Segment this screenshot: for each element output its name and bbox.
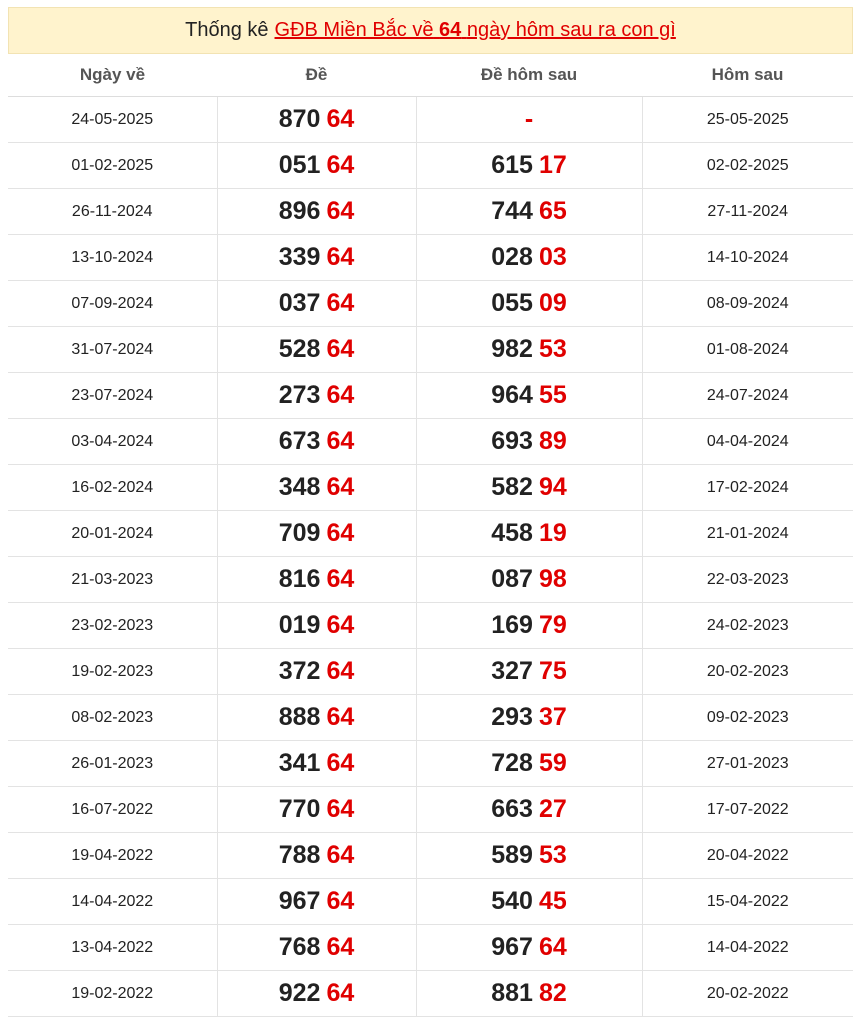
- de-cell: [217, 971, 416, 1017]
- next-de-prefix: 615: [491, 151, 533, 179]
- next-de-prefix: 055: [491, 289, 533, 317]
- next-de-prefix: 982: [491, 335, 533, 363]
- de-cell: [217, 879, 416, 925]
- de-prefix: 770: [278, 795, 321, 823]
- next-de-prefix: 293: [491, 703, 533, 731]
- de-tail: 64: [326, 289, 355, 317]
- next-de-tail: 79: [538, 611, 567, 639]
- header-de-hom-sau: Đề hôm sau: [416, 54, 642, 97]
- next-de-prefix: 728: [491, 749, 533, 777]
- date-cell: 03-04-2024: [8, 419, 217, 465]
- de-tail: 64: [326, 887, 355, 915]
- next-de-cell: [416, 465, 642, 511]
- next-date-cell: 25-05-2025: [642, 97, 853, 143]
- de-tail: 64: [326, 427, 355, 455]
- de-cell: [217, 741, 416, 787]
- next-de-prefix: 967: [491, 933, 533, 961]
- next-de-tail: 59: [538, 749, 567, 777]
- next-de-cell: [416, 925, 642, 971]
- next-de-prefix: 540: [491, 887, 533, 915]
- next-date-cell: 17-02-2024: [642, 465, 853, 511]
- de-cell: [217, 189, 416, 235]
- next-date-cell: 04-04-2024: [642, 419, 853, 465]
- de-tail: 64: [326, 335, 355, 363]
- date-cell: 21-03-2023: [8, 557, 217, 603]
- table-row: [8, 603, 853, 649]
- next-de-cell: [416, 511, 642, 557]
- de-prefix: 768: [278, 933, 321, 961]
- next-de-cell: [416, 143, 642, 189]
- table-row: [8, 695, 853, 741]
- next-de-cell: [416, 235, 642, 281]
- next-de-tail: 55: [538, 381, 567, 409]
- next-date-cell: 17-07-2022: [642, 787, 853, 833]
- next-de-prefix: 693: [491, 427, 533, 455]
- de-prefix: 341: [278, 749, 321, 777]
- date-cell: 24-05-2025: [8, 97, 217, 143]
- next-de-prefix: 028: [491, 243, 533, 271]
- next-date-cell: 27-11-2024: [642, 189, 853, 235]
- date-cell: 20-01-2024: [8, 511, 217, 557]
- next-de-prefix: 744: [491, 197, 533, 225]
- next-de-cell: [416, 327, 642, 373]
- de-tail: 64: [326, 151, 355, 179]
- next-date-cell: 15-04-2022: [642, 879, 853, 925]
- de-cell: [217, 695, 416, 741]
- table-row: [8, 925, 853, 971]
- next-de-prefix: 589: [491, 841, 533, 869]
- de-cell: [217, 557, 416, 603]
- next-de-cell: [416, 695, 642, 741]
- next-de-prefix: 327: [491, 657, 533, 685]
- de-prefix: 888: [278, 703, 321, 731]
- de-prefix: 037: [278, 289, 321, 317]
- next-de-tail: 03: [538, 243, 567, 271]
- next-de-tail: 09: [538, 289, 567, 317]
- next-de-prefix: 458: [491, 519, 533, 547]
- de-prefix: 339: [278, 243, 321, 271]
- de-prefix: 967: [278, 887, 321, 915]
- next-de-tail: 64: [538, 933, 567, 961]
- table-row: [8, 833, 853, 879]
- next-de-tail: 53: [538, 335, 567, 363]
- de-cell: [217, 143, 416, 189]
- table-row: [8, 373, 853, 419]
- date-cell: 14-04-2022: [8, 879, 217, 925]
- de-tail: 64: [326, 933, 355, 961]
- table-row: [8, 189, 853, 235]
- table-header-row: [8, 54, 853, 97]
- de-prefix: 348: [278, 473, 321, 501]
- de-cell: [217, 511, 416, 557]
- title-link-text-after: ngày hôm sau ra con gì: [466, 19, 676, 41]
- date-cell: 16-07-2022: [8, 787, 217, 833]
- date-cell: 13-10-2024: [8, 235, 217, 281]
- next-de-cell: [416, 373, 642, 419]
- de-cell: [217, 373, 416, 419]
- date-cell: 19-04-2022: [8, 833, 217, 879]
- next-de-cell: [416, 603, 642, 649]
- de-cell: [217, 327, 416, 373]
- next-de-cell: [416, 787, 642, 833]
- next-de-cell: [416, 419, 642, 465]
- de-prefix: 816: [278, 565, 321, 593]
- date-cell: 08-02-2023: [8, 695, 217, 741]
- de-prefix: 528: [278, 335, 321, 363]
- next-date-cell: 21-01-2024: [642, 511, 853, 557]
- table-row: [8, 557, 853, 603]
- de-cell: [217, 281, 416, 327]
- next-date-cell: 14-10-2024: [642, 235, 853, 281]
- de-prefix: 372: [278, 657, 321, 685]
- de-tail: 64: [326, 473, 355, 501]
- next-de-cell: [416, 833, 642, 879]
- de-prefix: 870: [278, 105, 321, 133]
- de-tail: 64: [326, 381, 355, 409]
- date-cell: 19-02-2023: [8, 649, 217, 695]
- table-row: [8, 511, 853, 557]
- next-de-tail: 94: [538, 473, 567, 501]
- de-cell: [217, 603, 416, 649]
- next-de-tail: 37: [538, 703, 567, 731]
- next-de-tail: 98: [538, 565, 567, 593]
- de-cell: [217, 649, 416, 695]
- table-row: [8, 235, 853, 281]
- next-de-tail: 75: [538, 657, 567, 685]
- next-de-prefix: 881: [491, 979, 533, 1007]
- de-tail: 64: [326, 657, 355, 685]
- next-de-prefix: 964: [491, 381, 533, 409]
- de-cell: [217, 465, 416, 511]
- next-date-cell: 20-02-2022: [642, 971, 853, 1017]
- table-row: [8, 649, 853, 695]
- de-tail: 64: [326, 243, 355, 271]
- next-date-cell: 09-02-2023: [642, 695, 853, 741]
- table-row: [8, 741, 853, 787]
- de-prefix: 273: [278, 381, 321, 409]
- next-date-cell: 01-08-2024: [642, 327, 853, 373]
- next-de-prefix: 663: [491, 795, 533, 823]
- title-link-number: 64: [439, 19, 462, 41]
- next-de-tail: 82: [538, 979, 567, 1007]
- title-link-text-before: GĐB Miền Bắc về: [274, 19, 434, 41]
- next-de-prefix: 582: [491, 473, 533, 501]
- next-date-cell: 02-02-2025: [642, 143, 853, 189]
- next-de-cell: [416, 971, 642, 1017]
- date-cell: 31-07-2024: [8, 327, 217, 373]
- table-row: [8, 465, 853, 511]
- results-table: [8, 54, 853, 1017]
- date-cell: 07-09-2024: [8, 281, 217, 327]
- next-date-cell: 14-04-2022: [642, 925, 853, 971]
- next-de-cell: [416, 649, 642, 695]
- date-cell: 23-07-2024: [8, 373, 217, 419]
- next-de-tail: 27: [538, 795, 567, 823]
- de-prefix: 709: [278, 519, 321, 547]
- next-de-prefix: 169: [491, 611, 533, 639]
- de-cell: [217, 419, 416, 465]
- next-date-cell: 22-03-2023: [642, 557, 853, 603]
- de-cell: [217, 925, 416, 971]
- date-cell: 26-01-2023: [8, 741, 217, 787]
- header-ngay-ve: Ngày về: [8, 54, 217, 97]
- de-tail: 64: [326, 795, 355, 823]
- table-row: [8, 787, 853, 833]
- de-prefix: 896: [278, 197, 321, 225]
- de-prefix: 922: [278, 979, 321, 1007]
- date-cell: 13-04-2022: [8, 925, 217, 971]
- de-tail: 64: [326, 841, 355, 869]
- next-date-cell: 20-02-2023: [642, 649, 853, 695]
- date-cell: 16-02-2024: [8, 465, 217, 511]
- table-row: [8, 879, 853, 925]
- next-de-empty: -: [524, 105, 534, 133]
- table-row: [8, 327, 853, 373]
- de-tail: 64: [326, 749, 355, 777]
- de-tail: 64: [326, 565, 355, 593]
- date-cell: 01-02-2025: [8, 143, 217, 189]
- de-prefix: 019: [278, 611, 321, 639]
- de-tail: 64: [326, 611, 355, 639]
- next-de-cell: [416, 741, 642, 787]
- next-de-prefix: 087: [491, 565, 533, 593]
- statistics-panel: [8, 7, 853, 1017]
- de-prefix: 051: [278, 151, 321, 179]
- table-row: [8, 281, 853, 327]
- title-link[interactable]: [275, 19, 676, 42]
- table-row: [8, 971, 853, 1017]
- de-tail: 64: [326, 519, 355, 547]
- header-de: Đề: [217, 54, 416, 97]
- next-de-tail: 89: [538, 427, 567, 455]
- de-prefix: 673: [278, 427, 321, 455]
- next-date-cell: 20-04-2022: [642, 833, 853, 879]
- next-de-cell: [416, 189, 642, 235]
- date-cell: 23-02-2023: [8, 603, 217, 649]
- de-cell: [217, 833, 416, 879]
- next-date-cell: 08-09-2024: [642, 281, 853, 327]
- date-cell: 19-02-2022: [8, 971, 217, 1017]
- page-title: [8, 7, 853, 54]
- next-date-cell: 24-02-2023: [642, 603, 853, 649]
- date-cell: 26-11-2024: [8, 189, 217, 235]
- table-row: [8, 97, 853, 143]
- title-prefix: Thống kê: [185, 19, 269, 41]
- next-de-tail: 45: [538, 887, 567, 915]
- next-de-tail: 19: [538, 519, 567, 547]
- next-de-cell: [416, 97, 642, 143]
- de-prefix: 788: [278, 841, 321, 869]
- de-tail: 64: [326, 197, 355, 225]
- de-tail: 64: [326, 105, 355, 133]
- table-row: [8, 419, 853, 465]
- next-de-cell: [416, 879, 642, 925]
- next-date-cell: 24-07-2024: [642, 373, 853, 419]
- next-de-tail: 53: [538, 841, 567, 869]
- next-de-tail: 17: [538, 151, 567, 179]
- next-de-tail: 65: [538, 197, 567, 225]
- next-de-cell: [416, 557, 642, 603]
- next-de-cell: [416, 281, 642, 327]
- de-cell: [217, 787, 416, 833]
- de-cell: [217, 97, 416, 143]
- next-date-cell: 27-01-2023: [642, 741, 853, 787]
- de-tail: 64: [326, 703, 355, 731]
- header-hom-sau: Hôm sau: [642, 54, 853, 97]
- de-tail: 64: [326, 979, 355, 1007]
- de-cell: [217, 235, 416, 281]
- table-row: [8, 143, 853, 189]
